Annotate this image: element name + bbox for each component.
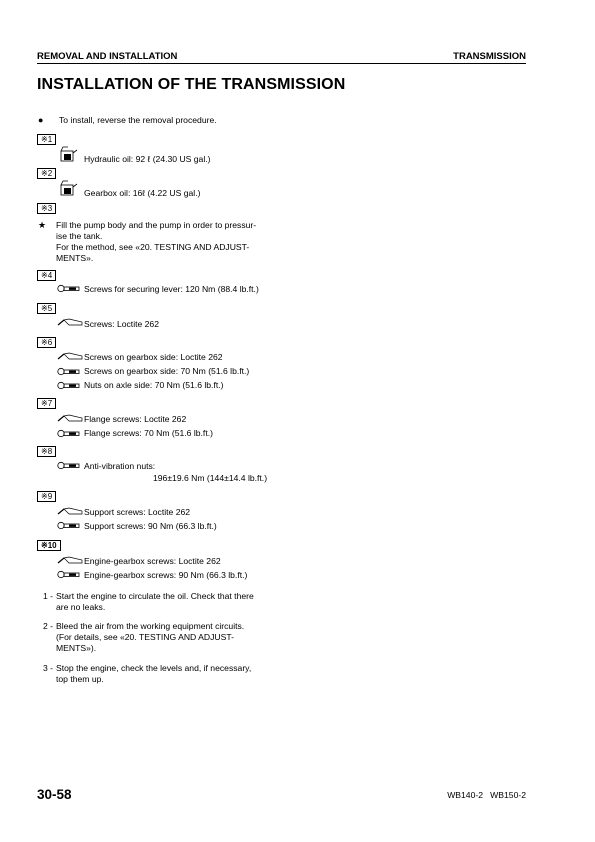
screws-loctite: Screws: Loctite 262 (84, 319, 159, 329)
support-screws-torque: Support screws: 90 Nm (66.3 lb.ft.) (84, 521, 217, 531)
ref-tag-3: ※3 (37, 203, 56, 214)
antivibration-nuts-label: Anti-vibration nuts: (84, 461, 156, 471)
ref-tag-5: ※5 (37, 303, 56, 314)
note-line: ise the tank. (56, 231, 103, 241)
torque-wrench-icon (57, 284, 80, 293)
engine-gearbox-loctite: Engine-gearbox screws: Loctite 262 (84, 556, 221, 566)
step-number: 3 - (43, 663, 54, 673)
step-1 (56, 591, 286, 613)
step-2 (56, 621, 286, 654)
page-number: 30-58 (37, 787, 72, 802)
bullet-icon: ● (38, 115, 44, 125)
hydraulic-oil-capacity: Hydraulic oil: 92 ℓ (24.30 US gal.) (84, 154, 211, 164)
adhesive-tube-icon (57, 352, 83, 361)
step-line: (For details, see «20. TESTING AND ADJUST- (56, 632, 234, 642)
engine-gearbox-torque: Engine-gearbox screws: 90 Nm (66.3 lb.ft.) (84, 570, 248, 580)
step-line: Stop the engine, check the levels and, if necessary, (56, 663, 252, 673)
securing-lever-torque: Screws for securing lever: 120 Nm (88.4 lb.ft.) (84, 284, 259, 294)
ref-tag-9: ※9 (37, 491, 56, 502)
axle-nuts-torque: Nuts on axle side: 70 Nm (51.6 lb.ft.) (84, 380, 224, 390)
ref-tag-2: ※2 (37, 168, 56, 179)
header-divider (37, 63, 526, 64)
adhesive-tube-icon (57, 507, 83, 516)
model-numbers: WB140-2 WB150-2 (447, 790, 526, 800)
step-number: 1 - (43, 591, 54, 601)
ref-tag-1: ※1 (37, 134, 56, 145)
torque-wrench-icon (57, 429, 80, 438)
ref-tag-10: ※10 (37, 540, 61, 551)
step-number: 2 - (43, 621, 54, 631)
gearbox-side-loctite: Screws on gearbox side: Loctite 262 (84, 352, 223, 362)
adhesive-tube-icon (57, 318, 83, 327)
note-line: Fill the pump body and the pump in order to pressur- (56, 220, 257, 230)
oil-can-icon (58, 179, 78, 197)
star-icon: ★ (38, 220, 47, 230)
ref-tag-7: ※7 (37, 398, 56, 409)
fill-pump-note (56, 220, 286, 264)
ref-tag-8: ※8 (37, 446, 56, 457)
intro-text: To install, reverse the removal procedure. (59, 115, 217, 125)
support-screws-loctite: Support screws: Loctite 262 (84, 507, 191, 517)
adhesive-tube-icon (57, 556, 83, 565)
page-title: INSTALLATION OF THE TRANSMISSION (37, 76, 346, 93)
step-3 (56, 663, 286, 685)
step-line: are no leaks. (56, 602, 106, 612)
section-title: REMOVAL AND INSTALLATION (37, 51, 178, 62)
torque-wrench-icon (57, 461, 80, 470)
step-line: MENTS»). (56, 643, 97, 653)
torque-wrench-icon (57, 521, 80, 530)
flange-screws-torque: Flange screws: 70 Nm (51.6 lb.ft.) (84, 428, 213, 438)
chapter-title: TRANSMISSION (453, 51, 526, 62)
flange-screws-loctite: Flange screws: Loctite 262 (84, 414, 187, 424)
torque-wrench-icon (57, 381, 80, 390)
torque-wrench-icon (57, 570, 80, 579)
note-line: For the method, see «20. TESTING AND ADJUST- (56, 242, 250, 252)
ref-tag-6: ※6 (37, 337, 56, 348)
step-line: top them up. (56, 674, 104, 684)
ref-tag-4: ※4 (37, 270, 56, 281)
adhesive-tube-icon (57, 414, 83, 423)
gearbox-side-torque: Screws on gearbox side: 70 Nm (51.6 lb.ft.) (84, 366, 250, 376)
gearbox-oil-capacity: Gearbox oil: 16ℓ (4.22 US gal.) (84, 188, 201, 198)
oil-can-icon (58, 145, 78, 163)
step-line: Start the engine to circulate the oil. Check that there (56, 591, 254, 601)
page-header (37, 50, 526, 63)
antivibration-nuts-torque: 196±19.6 Nm (144±14.4 lb.ft.) (153, 473, 268, 483)
note-line: MENTS». (56, 253, 94, 263)
torque-wrench-icon (57, 367, 80, 376)
step-line: Bleed the air from the working equipment circuits. (56, 621, 245, 631)
